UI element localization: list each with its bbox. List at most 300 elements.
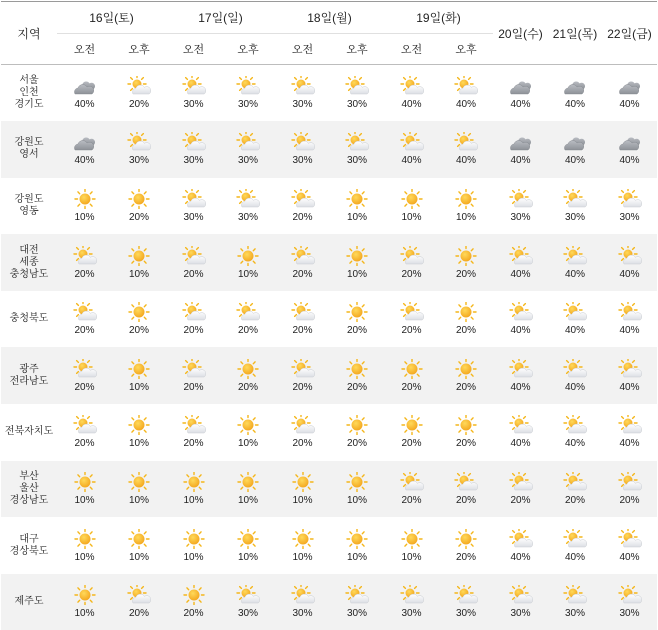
partly-cloudy-icon: [345, 76, 369, 96]
partly-cloudy-icon: [345, 132, 369, 152]
precipitation-chance: 30%: [619, 211, 640, 223]
sun-icon: [127, 246, 151, 266]
partly-cloudy-icon: [400, 76, 424, 96]
partly-cloudy-icon: [127, 76, 151, 96]
sun-icon: [454, 415, 478, 435]
cloudy-icon: [509, 76, 533, 96]
partly-cloudy-icon: [236, 585, 260, 605]
precipitation-chance: 20%: [401, 494, 422, 506]
precipitation-chance: 10%: [128, 494, 149, 506]
precipitation-chance: 30%: [346, 99, 367, 111]
forecast-cell: [112, 178, 166, 235]
partly-cloudy-icon: [291, 359, 315, 379]
precipitation-chance: 30%: [292, 155, 313, 167]
sun-icon: [345, 415, 369, 435]
sun-icon: [400, 415, 424, 435]
precipitation-chance: 10%: [237, 551, 258, 563]
precipitation-chance: 10%: [401, 551, 422, 563]
partly-cloudy-icon: [563, 415, 587, 435]
precipitation-chance: 20%: [564, 494, 585, 506]
partly-cloudy-icon: [291, 76, 315, 96]
precipitation-chance: 20%: [183, 438, 204, 450]
sun-icon: [127, 302, 151, 322]
forecast-cell: [602, 461, 657, 518]
precipitation-chance: 40%: [619, 325, 640, 337]
forecast-cell: [57, 65, 112, 122]
precipitation-chance: 40%: [510, 155, 531, 167]
region-name: 충청북도: [9, 313, 49, 325]
partly-cloudy-icon: [563, 585, 587, 605]
forecast-cell: [384, 65, 439, 122]
sun-icon: [454, 189, 478, 209]
sun-icon: [73, 189, 97, 209]
region-name: 대구 경상북도: [9, 533, 49, 557]
sun-icon: [182, 585, 206, 605]
forecast-cell: [57, 234, 112, 291]
precipitation-chance: 20%: [455, 381, 476, 393]
forecast-cell: [112, 291, 166, 348]
forecast-cell: [602, 347, 657, 404]
forecast-cell: [221, 347, 275, 404]
precipitation-chance: 20%: [128, 608, 149, 620]
sun-icon: [73, 529, 97, 549]
forecast-cell: [439, 574, 493, 630]
forecast-cell: [493, 234, 548, 291]
forecast-cell: [112, 121, 166, 178]
sun-icon: [291, 529, 315, 549]
forecast-row: [1, 404, 657, 461]
forecast-cell: [602, 574, 657, 630]
forecast-cell: [493, 291, 548, 348]
partly-cloudy-icon: [618, 189, 642, 209]
am-header: 오전: [275, 34, 330, 65]
precipitation-chance: 20%: [74, 381, 95, 393]
precipitation-chance: 20%: [401, 268, 422, 280]
precipitation-chance: 20%: [74, 268, 95, 280]
cloudy-icon: [618, 132, 642, 152]
region-name: 부산 울산 경상남도: [1, 461, 57, 518]
precipitation-chance: 10%: [128, 551, 149, 563]
forecast-cell: [330, 461, 384, 518]
forecast-cell: [275, 404, 330, 461]
sun-icon: [400, 529, 424, 549]
precipitation-chance: 20%: [292, 325, 313, 337]
forecast-cell: [384, 461, 439, 518]
sun-icon: [454, 302, 478, 322]
precipitation-chance: 20%: [401, 381, 422, 393]
forecast-cell: [166, 404, 221, 461]
partly-cloudy-icon: [400, 132, 424, 152]
partly-cloudy-icon: [291, 246, 315, 266]
precipitation-chance: 20%: [455, 268, 476, 280]
forecast-cell: [221, 291, 275, 348]
precipitation-chance: 20%: [237, 381, 258, 393]
forecast-cell: [221, 404, 275, 461]
precipitation-chance: 40%: [619, 268, 640, 280]
partly-cloudy-icon: [291, 415, 315, 435]
forecast-cell: [275, 347, 330, 404]
partly-cloudy-icon: [345, 585, 369, 605]
partly-cloudy-icon: [73, 302, 97, 322]
forecast-row: [1, 178, 657, 235]
forecast-cell: [548, 461, 602, 518]
partly-cloudy-icon: [618, 359, 642, 379]
forecast-cell: [166, 178, 221, 235]
forecast-cell: [275, 65, 330, 122]
partly-cloudy-icon: [127, 132, 151, 152]
precipitation-chance: 20%: [401, 325, 422, 337]
forecast-cell: [112, 65, 166, 122]
forecast-cell: [330, 65, 384, 122]
sun-icon: [127, 415, 151, 435]
forecast-cell: [275, 574, 330, 630]
precipitation-chance: 40%: [455, 99, 476, 111]
forecast-cell: [384, 234, 439, 291]
forecast-row: [1, 517, 657, 574]
forecast-cell: [166, 291, 221, 348]
forecast-row: [1, 121, 657, 178]
region-name: 강원도 영서: [1, 121, 57, 178]
partly-cloudy-icon: [618, 302, 642, 322]
precipitation-chance: 30%: [346, 155, 367, 167]
forecast-cell: [57, 121, 112, 178]
partly-cloudy-icon: [182, 359, 206, 379]
forecast-cell: [275, 121, 330, 178]
sun-icon: [345, 472, 369, 492]
sun-icon: [73, 472, 97, 492]
partly-cloudy-icon: [563, 359, 587, 379]
pm-header: 오후: [439, 34, 493, 65]
sun-icon: [454, 246, 478, 266]
precipitation-chance: 30%: [237, 155, 258, 167]
forecast-cell: [57, 291, 112, 348]
precipitation-chance: 30%: [292, 99, 313, 111]
precipitation-chance: 20%: [292, 211, 313, 223]
sun-icon: [236, 415, 260, 435]
precipitation-chance: 30%: [292, 608, 313, 620]
precipitation-chance: 40%: [564, 325, 585, 337]
precipitation-chance: 30%: [183, 155, 204, 167]
forecast-cell: [548, 178, 602, 235]
region-name: 전북자치도: [4, 426, 54, 438]
forecast-cell: [548, 291, 602, 348]
precipitation-chance: 40%: [564, 268, 585, 280]
precipitation-chance: 40%: [619, 155, 640, 167]
precipitation-chance: 30%: [455, 608, 476, 620]
forecast-cell: [548, 234, 602, 291]
forecast-cell: [439, 178, 493, 235]
partly-cloudy-icon: [182, 246, 206, 266]
partly-cloudy-icon: [236, 132, 260, 152]
precipitation-chance: 30%: [619, 608, 640, 620]
forecast-cell: [57, 178, 112, 235]
forecast-cell: [166, 234, 221, 291]
forecast-cell: [493, 574, 548, 630]
am-header: 오전: [57, 34, 112, 65]
forecast-cell: [275, 291, 330, 348]
sun-icon: [454, 359, 478, 379]
forecast-cell: [439, 517, 493, 574]
precipitation-chance: 40%: [619, 381, 640, 393]
forecast-cell: [330, 178, 384, 235]
sun-icon: [73, 585, 97, 605]
partly-cloudy-icon: [563, 246, 587, 266]
partly-cloudy-icon: [73, 415, 97, 435]
forecast-cell: [166, 461, 221, 518]
pm-header: 오후: [221, 34, 275, 65]
forecast-cell: [275, 178, 330, 235]
forecast-cell: [275, 234, 330, 291]
precipitation-chance: 10%: [74, 211, 95, 223]
partly-cloudy-icon: [182, 415, 206, 435]
forecast-cell: [330, 291, 384, 348]
partly-cloudy-icon: [236, 302, 260, 322]
precipitation-chance: 20%: [346, 438, 367, 450]
precipitation-chance: 20%: [510, 494, 531, 506]
forecast-cell: [221, 178, 275, 235]
partly-cloudy-icon: [563, 302, 587, 322]
partly-cloudy-icon: [618, 529, 642, 549]
precipitation-chance: 10%: [401, 211, 422, 223]
partly-cloudy-icon: [509, 246, 533, 266]
forecast-cell: [221, 121, 275, 178]
forecast-cell: [548, 65, 602, 122]
forecast-cell: [384, 347, 439, 404]
precipitation-chance: 30%: [564, 608, 585, 620]
precipitation-chance: 10%: [292, 494, 313, 506]
precipitation-chance: 20%: [292, 381, 313, 393]
precipitation-chance: 20%: [455, 438, 476, 450]
forecast-cell: [221, 461, 275, 518]
forecast-cell: [57, 574, 112, 630]
precipitation-chance: 40%: [510, 268, 531, 280]
partly-cloudy-icon: [454, 472, 478, 492]
forecast-cell: [548, 347, 602, 404]
forecast-cell: [439, 347, 493, 404]
partly-cloudy-icon: [618, 246, 642, 266]
partly-cloudy-icon: [182, 132, 206, 152]
partly-cloudy-icon: [291, 302, 315, 322]
sun-icon: [236, 529, 260, 549]
precipitation-chance: 20%: [346, 381, 367, 393]
precipitation-chance: 30%: [128, 155, 149, 167]
forecast-cell: [275, 461, 330, 518]
precipitation-chance: 40%: [619, 551, 640, 563]
forecast-cell: [112, 347, 166, 404]
forecast-cell: [57, 461, 112, 518]
precipitation-chance: 40%: [74, 155, 95, 167]
forecast-cell: [439, 65, 493, 122]
precipitation-chance: 20%: [292, 268, 313, 280]
region-name: 서울 인천 경기도: [14, 75, 44, 111]
partly-cloudy-icon: [454, 76, 478, 96]
sun-icon: [182, 472, 206, 492]
forecast-cell: [221, 574, 275, 630]
precipitation-chance: 40%: [564, 99, 585, 111]
cloudy-icon: [509, 132, 533, 152]
partly-cloudy-icon: [509, 189, 533, 209]
forecast-cell: [384, 404, 439, 461]
precipitation-chance: 20%: [183, 268, 204, 280]
precipitation-chance: 20%: [74, 438, 95, 450]
precipitation-chance: 30%: [510, 608, 531, 620]
forecast-row: [1, 461, 657, 518]
forecast-cell: [166, 347, 221, 404]
precipitation-chance: 10%: [346, 268, 367, 280]
partly-cloudy-icon: [509, 585, 533, 605]
partly-cloudy-icon: [454, 585, 478, 605]
forecast-cell: [275, 517, 330, 574]
sun-icon: [345, 359, 369, 379]
forecast-cell: [330, 517, 384, 574]
precipitation-chance: 20%: [401, 438, 422, 450]
forecast-cell: [57, 517, 112, 574]
day-header: 17일(일): [166, 2, 275, 34]
precipitation-chance: 10%: [74, 494, 95, 506]
forecast-row: [1, 234, 657, 291]
partly-cloudy-icon: [509, 302, 533, 322]
forecast-cell: [221, 65, 275, 122]
cloudy-icon: [73, 132, 97, 152]
cloudy-icon: [563, 132, 587, 152]
precipitation-chance: 20%: [128, 325, 149, 337]
partly-cloudy-icon: [618, 415, 642, 435]
forecast-cell: [548, 121, 602, 178]
day-header: 19일(화): [384, 2, 493, 34]
partly-cloudy-icon: [400, 246, 424, 266]
precipitation-chance: 40%: [401, 155, 422, 167]
forecast-cell: [112, 574, 166, 630]
forecast-cell: [493, 347, 548, 404]
weekly-forecast-table: [1, 1, 657, 630]
day-header: 21일(목): [548, 2, 602, 65]
forecast-cell: [112, 404, 166, 461]
precipitation-chance: 10%: [128, 268, 149, 280]
cloudy-icon: [618, 76, 642, 96]
precipitation-chance: 20%: [346, 325, 367, 337]
pm-header: 오후: [330, 34, 384, 65]
precipitation-chance: 10%: [183, 494, 204, 506]
forecast-cell: [384, 178, 439, 235]
precipitation-chance: 20%: [455, 325, 476, 337]
sun-icon: [127, 189, 151, 209]
forecast-cell: [330, 574, 384, 630]
precipitation-chance: 40%: [564, 381, 585, 393]
precipitation-chance: 30%: [237, 99, 258, 111]
precipitation-chance: 40%: [510, 325, 531, 337]
sun-icon: [127, 529, 151, 549]
precipitation-chance: 40%: [401, 99, 422, 111]
forecast-cell: [330, 404, 384, 461]
forecast-cell: [166, 121, 221, 178]
forecast-cell: [166, 65, 221, 122]
precipitation-chance: 20%: [128, 99, 149, 111]
forecast-cell: [330, 234, 384, 291]
precipitation-chance: 20%: [183, 325, 204, 337]
partly-cloudy-icon: [454, 132, 478, 152]
precipitation-chance: 40%: [74, 99, 95, 111]
forecast-cell: [493, 517, 548, 574]
precipitation-chance: 20%: [619, 494, 640, 506]
forecast-row: [1, 291, 657, 348]
partly-cloudy-icon: [73, 246, 97, 266]
precipitation-chance: 10%: [74, 608, 95, 620]
forecast-cell: [493, 121, 548, 178]
forecast-cell: [602, 234, 657, 291]
partly-cloudy-icon: [127, 585, 151, 605]
forecast-cell: [493, 178, 548, 235]
sun-icon: [345, 189, 369, 209]
precipitation-chance: 10%: [237, 438, 258, 450]
forecast-cell: [602, 178, 657, 235]
forecast-cell: [384, 574, 439, 630]
precipitation-chance: 30%: [510, 211, 531, 223]
forecast-cell: [439, 291, 493, 348]
forecast-cell: [330, 121, 384, 178]
sun-icon: [345, 529, 369, 549]
partly-cloudy-icon: [509, 415, 533, 435]
precipitation-chance: 30%: [183, 99, 204, 111]
forecast-cell: [221, 517, 275, 574]
precipitation-chance: 20%: [128, 211, 149, 223]
precipitation-chance: 10%: [292, 551, 313, 563]
forecast-cell: [166, 517, 221, 574]
cloudy-icon: [73, 76, 97, 96]
precipitation-chance: 10%: [74, 551, 95, 563]
sun-icon: [236, 246, 260, 266]
partly-cloudy-icon: [509, 359, 533, 379]
precipitation-chance: 40%: [619, 99, 640, 111]
am-header: 오전: [166, 34, 221, 65]
precipitation-chance: 20%: [237, 325, 258, 337]
precipitation-chance: 40%: [510, 99, 531, 111]
forecast-cell: [602, 291, 657, 348]
partly-cloudy-icon: [291, 189, 315, 209]
forecast-cell: [493, 461, 548, 518]
sun-icon: [127, 472, 151, 492]
precipitation-chance: 40%: [510, 381, 531, 393]
forecast-cell: [439, 121, 493, 178]
sun-icon: [182, 529, 206, 549]
partly-cloudy-icon: [563, 189, 587, 209]
precipitation-chance: 40%: [564, 551, 585, 563]
sun-icon: [345, 302, 369, 322]
forecast-cell: [439, 404, 493, 461]
precipitation-chance: 30%: [237, 211, 258, 223]
precipitation-chance: 10%: [455, 211, 476, 223]
precipitation-chance: 20%: [183, 608, 204, 620]
precipitation-chance: 40%: [564, 155, 585, 167]
day-header: 18일(월): [275, 2, 384, 34]
partly-cloudy-icon: [182, 189, 206, 209]
sun-icon: [291, 472, 315, 492]
forecast-cell: [602, 121, 657, 178]
precipitation-chance: 20%: [455, 551, 476, 563]
precipitation-chance: 30%: [346, 608, 367, 620]
partly-cloudy-icon: [400, 472, 424, 492]
forecast-cell: [384, 517, 439, 574]
precipitation-chance: 10%: [346, 494, 367, 506]
forecast-cell: [602, 517, 657, 574]
forecast-cell: [602, 65, 657, 122]
partly-cloudy-icon: [618, 585, 642, 605]
partly-cloudy-icon: [563, 529, 587, 549]
partly-cloudy-icon: [400, 302, 424, 322]
precipitation-chance: 10%: [183, 551, 204, 563]
am-header: 오전: [384, 34, 439, 65]
forecast-row: [1, 347, 657, 404]
precipitation-chance: 20%: [183, 381, 204, 393]
